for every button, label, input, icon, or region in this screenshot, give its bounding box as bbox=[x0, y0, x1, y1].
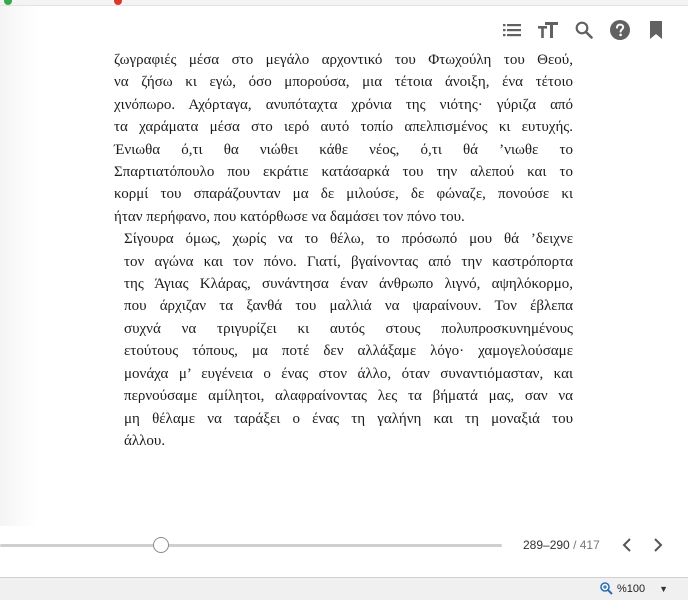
text-line: Σίγουρα όμως, χωρίς να το θέλω, το πρόσωπό μου θά ’δειχνε bbox=[124, 231, 573, 248]
text-line: ήταν περήφανο, που κατόρθωσε να δαμάσει τον πόνο του. bbox=[114, 208, 465, 225]
text-line: τα χαράματα μέσα στο ιερό αυτό τοπίο απελπισμένος κι ευτυχής. bbox=[114, 119, 573, 136]
text-line: τον αγώνα και τον πόνο. Γιατί, βγαίνοντας από την καστρόπορτα bbox=[124, 253, 573, 270]
browser-status-bar bbox=[0, 577, 688, 600]
text-size-button[interactable] bbox=[530, 17, 566, 43]
text-line: που άρχιζαν τα ξανθά του μαλλιά να ψαραίνουν. Τον έβλεπα bbox=[124, 298, 573, 315]
text-line: Σπαρτιατόπουλο που εκράτιε κατάσαρκά του την αλεπού και το bbox=[114, 164, 573, 181]
text-paragraph bbox=[114, 228, 573, 452]
text-size-icon bbox=[538, 21, 558, 39]
window-dot-green bbox=[4, 0, 12, 5]
page-slider-thumb[interactable] bbox=[153, 537, 169, 553]
next-page-button[interactable] bbox=[647, 534, 669, 556]
list-icon bbox=[503, 23, 521, 37]
table-of-contents-button[interactable] bbox=[494, 17, 530, 43]
chevron-right-icon bbox=[653, 538, 663, 552]
previous-page-button[interactable] bbox=[616, 534, 638, 556]
bookmark-button[interactable] bbox=[638, 17, 674, 43]
page-total: / 417 bbox=[573, 538, 600, 552]
chevron-down-icon: ▼ bbox=[659, 583, 668, 594]
help-icon bbox=[610, 20, 630, 40]
search-icon bbox=[575, 21, 593, 39]
text-line: μονάχα μ’ ευγένεια ο ένας στον άλλο, όταν συναντιόμασταν, και bbox=[124, 365, 573, 382]
text-line: να ζήσω κι εγώ, όσο μπορούσα, μια τέτοια άνοιξη, ένα τέτοιο bbox=[114, 74, 573, 91]
window-dot-red bbox=[114, 0, 122, 5]
text-line: ετούτους τόπους, μα ποτέ δεν αλλάξαμε λόγο· χαμογελούσαμε bbox=[124, 343, 573, 360]
chevron-left-icon bbox=[622, 538, 632, 552]
zoom-control[interactable] bbox=[600, 582, 668, 595]
text-line: περνούσαμε αμίλητοι, αλαφραίνοντας λες τα βήματά μας, σαν να bbox=[124, 388, 573, 405]
page-range: 289–290 bbox=[523, 538, 570, 552]
reading-area bbox=[114, 49, 573, 452]
text-line: συχνά να τριγυρίζει κι αυτός στους πολυπροσκυνημένους bbox=[124, 320, 573, 337]
zoom-level: %100 bbox=[616, 582, 646, 595]
bookmark-icon bbox=[649, 21, 663, 39]
help-button[interactable] bbox=[602, 17, 638, 43]
reader-toolbar bbox=[494, 17, 674, 43]
text-line: κορμί του σπαράζουνταν μα δε μιλούσε, δε φώναζε, πονούσε κι bbox=[114, 186, 573, 203]
window-top-strip bbox=[0, 0, 688, 6]
page-indicator bbox=[523, 538, 600, 552]
zoom-icon bbox=[600, 582, 613, 595]
reader-footer bbox=[0, 528, 688, 564]
text-line: ζωγραφιές μέσα στο μεγάλο αρχοντικό του Φτωχούλη του Θεού, bbox=[114, 52, 573, 68]
text-line: χινόπωρο. Αχόρταγα, ανυπόταχτα χρόνια της νιότης· γύριζα από bbox=[114, 96, 573, 113]
page-slider-track[interactable] bbox=[0, 544, 502, 547]
text-paragraph bbox=[114, 49, 573, 228]
text-line: άλλου. bbox=[124, 432, 166, 449]
text-line: μη θέλαμε να ταράξει ο ένας τη γαλήνη και τη μοναξιά του bbox=[124, 410, 573, 427]
search-button[interactable] bbox=[566, 17, 602, 43]
page-edge-shadow bbox=[0, 6, 40, 526]
text-line: Ένιωθα ό,τι θα νιώθει κάθε νέος, ό,τι θά ’νιωθε το bbox=[114, 141, 573, 158]
text-line: της Άγιας Κλάρας, συνάντησα έναν άνθρωπο λιγνό, αψηλόκορμο, bbox=[124, 276, 573, 293]
